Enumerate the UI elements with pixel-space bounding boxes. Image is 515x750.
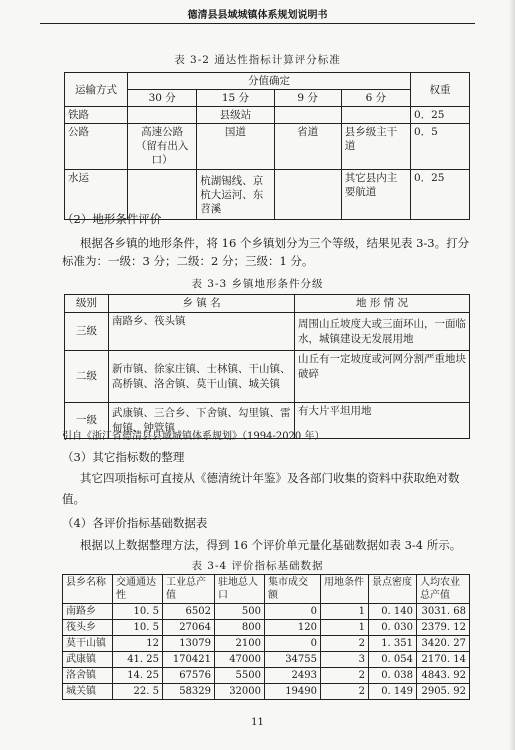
table-header-cell: 地 形 情 况 bbox=[295, 295, 470, 313]
table-row bbox=[63, 604, 470, 620]
section-heading: （4）各评价指标基础数据表 bbox=[62, 516, 208, 530]
table-cell: 120 bbox=[265, 620, 321, 636]
table-header-cell: 集市成交额 bbox=[265, 575, 321, 604]
table-cell: 2379. 12 bbox=[417, 620, 470, 636]
table-cell: 0．5 bbox=[410, 124, 469, 170]
table-row bbox=[65, 313, 470, 351]
table-cell: 0. 140 bbox=[369, 604, 417, 620]
table-cell: 34755 bbox=[265, 652, 321, 668]
table-3-2-caption: 表 3-2 通达性指标计算评分标准 bbox=[174, 54, 341, 66]
table-cell: 2905. 92 bbox=[417, 684, 470, 700]
paragraph: 根据以上数据整理方法，得到 16 个评价单元量化基础数据如表 3-4 所示。 bbox=[80, 538, 462, 552]
table-header-cell: 工业总产值 bbox=[163, 575, 215, 604]
table-header-cell: 15 分 bbox=[197, 90, 274, 107]
source-note: 引自《浙江省德清县县域城镇体系规划》（1994-2020 年） bbox=[62, 431, 325, 442]
section-heading: （2）地形条件评价 bbox=[62, 212, 162, 226]
table-cell: 4843. 92 bbox=[417, 668, 470, 684]
table-cell: 县乡级主干道 bbox=[341, 124, 410, 170]
table-cell: 0. 149 bbox=[369, 684, 417, 700]
table-header-cell: 驻地总人口 bbox=[215, 575, 265, 604]
table-cell: 有大片平坦用地 bbox=[295, 403, 470, 439]
table-cell: 国道 bbox=[197, 124, 274, 170]
table-cell: 2100 bbox=[215, 636, 265, 652]
table-cell: 高速公路（留有出入口） bbox=[128, 124, 197, 170]
table-cell: 12 bbox=[113, 636, 163, 652]
table-cell: 14. 25 bbox=[113, 668, 163, 684]
table-header-cell: 乡 镇 名 bbox=[109, 295, 295, 313]
table-cell: 0. 038 bbox=[369, 668, 417, 684]
table-header-cell: 运输方式 bbox=[65, 73, 128, 107]
table-cell: 一级 bbox=[65, 403, 109, 439]
table-cell: 新市镇、徐家庄镇、士林镇、干山镇、高桥镇、洛舍镇、莫干山镇、城关镇 bbox=[109, 351, 295, 403]
table-cell: 170421 bbox=[163, 652, 215, 668]
table-cell: 1. 351 bbox=[369, 636, 417, 652]
page-edge-shadow bbox=[509, 0, 515, 750]
table-3-3 bbox=[64, 294, 470, 439]
table-3-4-caption: 表 3-4 评价指标基础数据 bbox=[191, 560, 324, 572]
table-cell: 武康镇、三合乡、下舍镇、勾里镇、雷甸镇、钟管镇 bbox=[109, 403, 295, 439]
table-cell: 山丘有一定坡度或河网分割严重地块破碎 bbox=[295, 351, 470, 403]
table-cell: 莫干山镇 bbox=[63, 636, 113, 652]
table-cell: 2 bbox=[321, 668, 369, 684]
table-cell: 10. 5 bbox=[113, 620, 163, 636]
table-3-2 bbox=[64, 72, 470, 220]
table-cell: 2170. 14 bbox=[417, 652, 470, 668]
table-header-cell: 县乡名称 bbox=[63, 575, 113, 604]
table-cell: 武康镇 bbox=[63, 652, 113, 668]
table-cell: 水运 bbox=[65, 170, 128, 220]
paragraph: 其它四项指标可直接从《德清统计年鉴》及各部门收集的资料中获取绝对数值。 bbox=[62, 471, 460, 506]
table-cell: 2493 bbox=[265, 668, 321, 684]
table-cell: 洛舍镇 bbox=[63, 668, 113, 684]
table-row bbox=[65, 124, 470, 170]
table-cell: 58329 bbox=[163, 684, 215, 700]
table-cell: 41. 25 bbox=[113, 652, 163, 668]
table-cell: 南路乡 bbox=[63, 604, 113, 620]
table-cell: 67576 bbox=[163, 668, 215, 684]
table-cell: 0. 054 bbox=[369, 652, 417, 668]
table-cell: 杭湖锡线、京杭大运河、东苕溪 bbox=[197, 170, 274, 220]
table-cell: 800 bbox=[215, 620, 265, 636]
table-cell: 10. 5 bbox=[113, 604, 163, 620]
table-cell: 6502 bbox=[163, 604, 215, 620]
table-cell: 1 bbox=[321, 620, 369, 636]
table-cell: 22. 5 bbox=[113, 684, 163, 700]
table-cell bbox=[341, 107, 410, 124]
table-row bbox=[63, 620, 470, 636]
table-header-cell: 9 分 bbox=[274, 90, 341, 107]
table-cell: 47000 bbox=[215, 652, 265, 668]
table-row bbox=[63, 668, 470, 684]
table-cell: 2 bbox=[321, 636, 369, 652]
table-header-cell: 30 分 bbox=[128, 90, 197, 107]
table-cell: 南路乡、筏头镇 bbox=[109, 313, 295, 351]
table-cell: 13079 bbox=[163, 636, 215, 652]
table-row bbox=[65, 107, 470, 124]
table-cell: 三级 bbox=[65, 313, 109, 351]
table-cell: 3420. 27 bbox=[417, 636, 470, 652]
table-cell: 5500 bbox=[215, 668, 265, 684]
table-cell: 3 bbox=[321, 652, 369, 668]
table-cell: 公路 bbox=[65, 124, 128, 170]
table-cell: 二级 bbox=[65, 351, 109, 403]
table-row bbox=[63, 652, 470, 668]
table-cell: 1 bbox=[321, 604, 369, 620]
table-cell: 0 bbox=[265, 636, 321, 652]
table-cell: 筏头乡 bbox=[63, 620, 113, 636]
table-cell: 0. 030 bbox=[369, 620, 417, 636]
table-cell: 周围山丘坡度大或三面环山，一面临水，城镇建设无发展用地 bbox=[295, 313, 470, 351]
table-cell: 省道 bbox=[274, 124, 341, 170]
table-header-cell: 级别 bbox=[65, 295, 109, 313]
table-row bbox=[63, 684, 470, 700]
table-row bbox=[65, 351, 470, 403]
table-cell: 0 bbox=[265, 604, 321, 620]
table-header-cell: 人均农业总产值 bbox=[417, 575, 470, 604]
table-cell: 0．25 bbox=[410, 107, 469, 124]
table-cell: 2 bbox=[321, 684, 369, 700]
table-cell bbox=[274, 107, 341, 124]
table-cell: 32000 bbox=[215, 684, 265, 700]
table-cell: 500 bbox=[215, 604, 265, 620]
running-header: 德清县县域城镇体系规划说明书 bbox=[40, 6, 475, 24]
paragraph: 根据各乡镇的地形条件，将 16 个乡镇划分为三个等级，结果见表 3-3。打分标准为：一级：3 分；二级：2 分；三级：1 分。 bbox=[62, 236, 470, 268]
table-cell: 19490 bbox=[265, 684, 321, 700]
table-3-4 bbox=[62, 574, 470, 700]
table-header-cell: 分值确定 bbox=[128, 73, 411, 90]
table-header-cell: 用地条件 bbox=[321, 575, 369, 604]
table-row bbox=[63, 636, 470, 652]
table-cell: 3031. 68 bbox=[417, 604, 470, 620]
table-header-cell: 交通通达性 bbox=[113, 575, 163, 604]
table-header-cell: 景点密度 bbox=[369, 575, 417, 604]
table-cell bbox=[128, 107, 197, 124]
table-cell: 0．25 bbox=[410, 170, 469, 220]
table-header-cell: 6 分 bbox=[341, 90, 410, 107]
table-cell: 其它县内主要航道 bbox=[341, 170, 410, 220]
table-cell: 铁路 bbox=[65, 107, 128, 124]
table-cell: 城关镇 bbox=[63, 684, 113, 700]
table-3-3-caption: 表 3-3 乡镇地形条件分级 bbox=[191, 278, 324, 290]
table-cell: 县级站 bbox=[197, 107, 274, 124]
page-number: 11 bbox=[251, 717, 264, 728]
table-cell: 27064 bbox=[163, 620, 215, 636]
section-heading: （3）其它指标数的整理 bbox=[62, 450, 185, 464]
table-header-cell: 权重 bbox=[410, 73, 469, 107]
